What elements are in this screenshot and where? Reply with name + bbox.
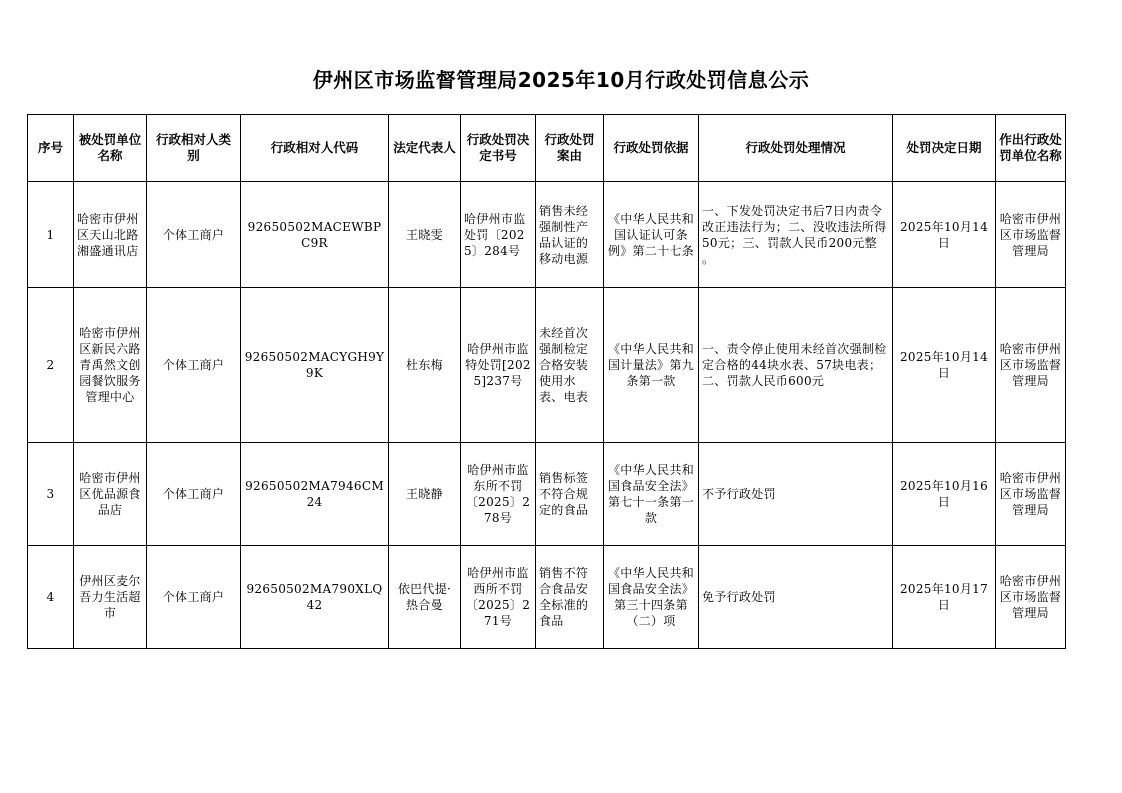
cell-category: 个体工商户 — [147, 443, 241, 546]
cell-legal-rep: 王晓雯 — [389, 182, 461, 288]
header-handling: 行政处罚处理情况 — [699, 115, 893, 182]
table-row — [28, 546, 1066, 649]
cell-name: 伊州区麦尔吾力生活超市 — [74, 546, 147, 649]
cell-category: 个体工商户 — [147, 288, 241, 443]
cell-name: 哈密市伊州区天山北路湘盛通讯店 — [74, 182, 147, 288]
header-name: 被处罚单位名称 — [74, 115, 147, 182]
penalty-table — [27, 114, 1066, 649]
cell-basis: 《中华人民共和国认证认可条例》第二十七条 — [604, 182, 699, 288]
table-row — [28, 288, 1066, 443]
cell-legal-rep: 依巴代提·热合曼 — [389, 546, 461, 649]
cell-cause: 未经首次强制检定合格安装使用水表、电表 — [536, 288, 604, 443]
cell-cause: 销售不符合食品安全标准的食品 — [536, 546, 604, 649]
cell-basis: 《中华人民共和国食品安全法》第七十一条第一款 — [604, 443, 699, 546]
header-code: 行政相对人代码 — [241, 115, 389, 182]
table-row — [28, 182, 1066, 288]
header-authority: 作出行政处罚单位名称 — [996, 115, 1066, 182]
cell-code: 92650502MACEWBPC9R — [241, 182, 389, 288]
cell-seq: 4 — [28, 546, 74, 649]
cell-authority: 哈密市伊州区市场监督管理局 — [996, 288, 1066, 443]
cell-basis: 《中华人民共和国计量法》第九条第一款 — [604, 288, 699, 443]
cell-authority: 哈密市伊州区市场监督管理局 — [996, 546, 1066, 649]
cell-seq: 1 — [28, 182, 74, 288]
header-cause: 行政处罚案由 — [536, 115, 604, 182]
cell-cause: 销售未经强制性产品认证的移动电源 — [536, 182, 604, 288]
cell-category: 个体工商户 — [147, 182, 241, 288]
cell-legal-rep: 王晓静 — [389, 443, 461, 546]
cell-basis: 《中华人民共和国食品安全法》第三十四条第（二）项 — [604, 546, 699, 649]
cell-seq: 3 — [28, 443, 74, 546]
cell-category: 个体工商户 — [147, 546, 241, 649]
header-category: 行政相对人类别 — [147, 115, 241, 182]
cell-legal-rep: 杜东梅 — [389, 288, 461, 443]
cell-doc-no: 哈伊州市监特处罚[2025]237号 — [461, 288, 536, 443]
cell-doc-no: 哈伊州市监东所不罚〔2025〕278号 — [461, 443, 536, 546]
cell-code: 92650502MACYGH9Y9K — [241, 288, 389, 443]
cell-name: 哈密市伊州区优品源食品店 — [74, 443, 147, 546]
header-doc-no: 行政处罚决定书号 — [461, 115, 536, 182]
header-seq: 序号 — [28, 115, 74, 182]
cell-cause: 销售标签不符合规定的食品 — [536, 443, 604, 546]
cell-handling: 免予行政处罚 — [699, 546, 893, 649]
header-legal-rep: 法定代表人 — [389, 115, 461, 182]
table-row — [28, 443, 1066, 546]
cell-handling: 一、下发处罚决定书后7日内责令改正违法行为；二、没收违法所得50元；三、罚款人民币200元整 。 — [699, 182, 893, 288]
page-title: 伊州区市场监督管理局2025年10月行政处罚信息公示 — [312, 68, 810, 92]
cell-doc-no: 哈伊州市监西所不罚〔2025〕271号 — [461, 546, 536, 649]
cell-handling: 不予行政处罚 — [699, 443, 893, 546]
cell-date: 2025年10月16日 — [893, 443, 996, 546]
cell-authority: 哈密市伊州区市场监督管理局 — [996, 182, 1066, 288]
cell-doc-no: 哈伊州市监处罚〔2025〕284号 — [461, 182, 536, 288]
cell-code: 92650502MA790XLQ42 — [241, 546, 389, 649]
cell-date: 2025年10月17日 — [893, 546, 996, 649]
cell-date: 2025年10月14日 — [893, 182, 996, 288]
cell-handling: 一、责令停止使用未经首次强制检定合格的44块水表、57块电表； 二、罚款人民币600元 — [699, 288, 893, 443]
header-date: 处罚决定日期 — [893, 115, 996, 182]
header-basis: 行政处罚依据 — [604, 115, 699, 182]
cell-code: 92650502MA7946CM24 — [241, 443, 389, 546]
cell-seq: 2 — [28, 288, 74, 443]
table-header-row — [28, 115, 1066, 182]
cell-authority: 哈密市伊州区市场监督管理局 — [996, 443, 1066, 546]
cell-name: 哈密市伊州区新民六路青禹然文创园餐饮服务管理中心 — [74, 288, 147, 443]
cell-date: 2025年10月14日 — [893, 288, 996, 443]
